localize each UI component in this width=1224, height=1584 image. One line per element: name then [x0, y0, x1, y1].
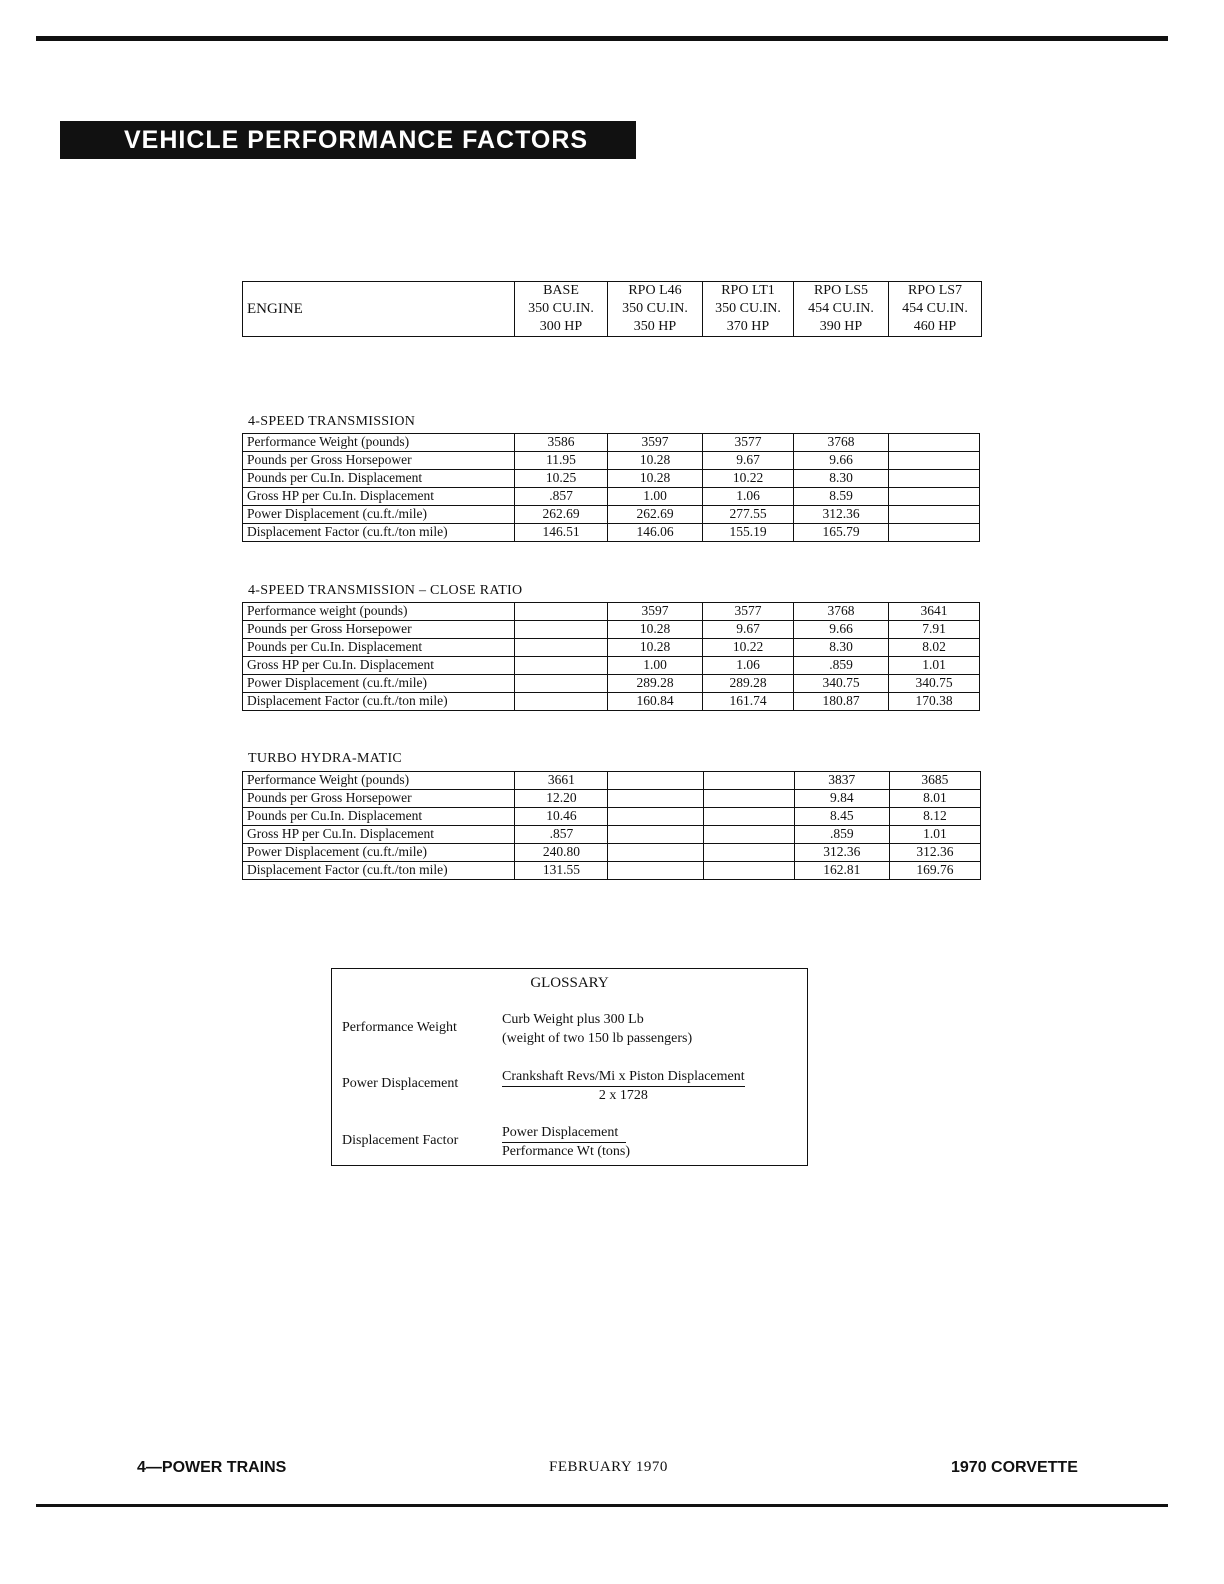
value-cell: [889, 488, 980, 506]
value-cell: 1.06: [703, 657, 794, 675]
value-cell: [703, 772, 794, 790]
engine-hp: 390 HP: [819, 319, 863, 334]
table-row: [243, 693, 980, 711]
value-cell: [608, 862, 703, 880]
section-title-4-speed: 4-SPEED TRANSMISSION: [248, 414, 416, 429]
table-row: [243, 488, 980, 506]
value-cell: [703, 844, 794, 862]
value-cell: 9.67: [703, 452, 794, 470]
engine-hp: 460 HP: [913, 319, 957, 334]
table-row: [243, 639, 980, 657]
glossary-term-power-displacement: Power Displacement: [342, 1076, 459, 1091]
value-cell: [703, 790, 794, 808]
row-label: Power Displacement (cu.ft./mile): [243, 506, 515, 524]
glossary-def-line: (weight of two 150 lb passengers): [502, 1031, 693, 1046]
engine-displacement: 350 CU.IN.: [528, 301, 594, 316]
glossary-formula-displacement-factor: [502, 1125, 630, 1160]
value-cell: [515, 621, 608, 639]
value-cell: .857: [515, 826, 608, 844]
engine-rpo: RPO LS5: [813, 283, 869, 298]
table-row: [243, 434, 980, 452]
table-row: [243, 621, 980, 639]
value-cell: 3641: [889, 603, 980, 621]
value-cell: 8.59: [794, 488, 889, 506]
page-title: VEHICLE PERFORMANCE FACTORS: [60, 121, 636, 159]
value-cell: [703, 808, 794, 826]
value-cell: 10.28: [608, 452, 703, 470]
table-row: [243, 826, 981, 844]
value-cell: 1.00: [608, 657, 703, 675]
engine-rpo: BASE: [543, 283, 579, 298]
formula-denominator: 2 x 1728: [598, 1088, 648, 1103]
value-cell: .857: [515, 488, 608, 506]
value-cell: 277.55: [703, 506, 794, 524]
engine-col-l46: [608, 282, 703, 337]
value-cell: 1.00: [608, 488, 703, 506]
footer-section: 4—POWER TRAINS: [137, 1459, 287, 1476]
value-cell: 3837: [794, 772, 889, 790]
value-cell: .859: [794, 826, 889, 844]
row-label: Gross HP per Cu.In. Displacement: [243, 826, 515, 844]
table-row: [243, 524, 980, 542]
value-cell: 10.22: [703, 639, 794, 657]
value-cell: 3577: [703, 434, 794, 452]
value-cell: 240.80: [515, 844, 608, 862]
value-cell: 162.81: [794, 862, 889, 880]
engine-table: [242, 281, 982, 337]
row-label: Displacement Factor (cu.ft./ton mile): [243, 524, 515, 542]
value-cell: [515, 657, 608, 675]
value-cell: 312.36: [794, 844, 889, 862]
value-cell: 3768: [794, 434, 889, 452]
row-label: Power Displacement (cu.ft./mile): [243, 675, 515, 693]
table-row: [243, 657, 980, 675]
value-cell: [608, 772, 703, 790]
value-cell: 10.28: [608, 639, 703, 657]
bottom-rule: [36, 1504, 1168, 1507]
value-cell: 340.75: [889, 675, 980, 693]
value-cell: 10.46: [515, 808, 608, 826]
value-cell: 165.79: [794, 524, 889, 542]
formula-numerator: Power Displacement: [502, 1125, 626, 1143]
value-cell: 8.30: [794, 639, 889, 657]
value-cell: 146.51: [515, 524, 608, 542]
value-cell: 1.01: [889, 826, 980, 844]
engine-hp: 370 HP: [726, 319, 770, 334]
value-cell: 262.69: [515, 506, 608, 524]
table-row: [243, 675, 980, 693]
value-cell: 180.87: [794, 693, 889, 711]
value-cell: 3597: [608, 603, 703, 621]
value-cell: 312.36: [794, 506, 889, 524]
row-label: Performance Weight (pounds): [243, 772, 515, 790]
engine-displacement: 454 CU.IN.: [902, 301, 968, 316]
value-cell: 146.06: [608, 524, 703, 542]
engine-displacement: 350 CU.IN.: [622, 301, 688, 316]
section-title-turbo-hydramatic: TURBO HYDRA-MATIC: [248, 751, 403, 766]
glossary-box: [331, 968, 808, 1166]
value-cell: [608, 808, 703, 826]
value-cell: 8.30: [794, 470, 889, 488]
value-cell: [515, 693, 608, 711]
glossary-def-line: Curb Weight plus 300 Lb: [502, 1012, 644, 1027]
engine-rpo: RPO L46: [628, 283, 682, 298]
value-cell: 12.20: [515, 790, 608, 808]
value-cell: 1.01: [889, 657, 980, 675]
value-cell: 161.74: [703, 693, 794, 711]
footer-date: FEBRUARY 1970: [549, 1459, 668, 1475]
engine-col-ls5: [794, 282, 889, 337]
value-cell: 7.91: [889, 621, 980, 639]
value-cell: 1.06: [703, 488, 794, 506]
row-label: Performance Weight (pounds): [243, 434, 515, 452]
value-cell: [703, 862, 794, 880]
engine-col-ls7: [889, 282, 982, 337]
value-cell: 3597: [608, 434, 703, 452]
value-cell: [889, 434, 980, 452]
value-cell: [703, 826, 794, 844]
table-close-ratio: [242, 602, 980, 711]
row-label: Displacement Factor (cu.ft./ton mile): [243, 693, 515, 711]
row-label: Gross HP per Cu.In. Displacement: [243, 657, 515, 675]
value-cell: 9.67: [703, 621, 794, 639]
value-cell: 10.28: [608, 470, 703, 488]
value-cell: [889, 470, 980, 488]
value-cell: 289.28: [608, 675, 703, 693]
value-cell: 8.12: [889, 808, 980, 826]
value-cell: 9.66: [794, 621, 889, 639]
glossary-formula-power-displacement: [502, 1069, 745, 1104]
glossary-term-performance-weight: Performance Weight: [342, 1020, 457, 1035]
value-cell: 262.69: [608, 506, 703, 524]
engine-col-lt1: [703, 282, 794, 337]
value-cell: [608, 826, 703, 844]
table-4-speed: [242, 433, 980, 542]
value-cell: 9.66: [794, 452, 889, 470]
engine-displacement: 350 CU.IN.: [715, 301, 781, 316]
table-row: [243, 808, 981, 826]
table-row: [243, 603, 980, 621]
value-cell: 340.75: [794, 675, 889, 693]
row-label: Pounds per Gross Horsepower: [243, 452, 515, 470]
value-cell: [515, 675, 608, 693]
value-cell: [515, 639, 608, 657]
table-row: [243, 452, 980, 470]
engine-col-base: [515, 282, 608, 337]
top-rule: [36, 36, 1168, 41]
value-cell: 8.45: [794, 808, 889, 826]
value-cell: 289.28: [703, 675, 794, 693]
row-label: Power Displacement (cu.ft./mile): [243, 844, 515, 862]
value-cell: .859: [794, 657, 889, 675]
table-row: [243, 772, 981, 790]
value-cell: [608, 844, 703, 862]
value-cell: 10.22: [703, 470, 794, 488]
section-title-close-ratio: 4-SPEED TRANSMISSION – CLOSE RATIO: [248, 583, 523, 598]
value-cell: 131.55: [515, 862, 608, 880]
value-cell: 9.84: [794, 790, 889, 808]
value-cell: [889, 452, 980, 470]
value-cell: 8.02: [889, 639, 980, 657]
value-cell: 10.25: [515, 470, 608, 488]
glossary-term-displacement-factor: Displacement Factor: [342, 1133, 459, 1148]
value-cell: 8.01: [889, 790, 980, 808]
engine-label: ENGINE: [243, 282, 515, 337]
value-cell: [608, 790, 703, 808]
value-cell: [515, 603, 608, 621]
row-label: Displacement Factor (cu.ft./ton mile): [243, 862, 515, 880]
formula-denominator: Performance Wt (tons): [502, 1144, 631, 1159]
table-turbo-hydramatic: [242, 771, 981, 880]
row-label: Pounds per Cu.In. Displacement: [243, 808, 515, 826]
glossary-title: GLOSSARY: [530, 975, 609, 991]
value-cell: [889, 506, 980, 524]
engine-hp: 350 HP: [633, 319, 677, 334]
engine-rpo: RPO LS7: [907, 283, 963, 298]
table-row: [243, 844, 981, 862]
row-label: Pounds per Cu.In. Displacement: [243, 470, 515, 488]
value-cell: 11.95: [515, 452, 608, 470]
value-cell: 169.76: [889, 862, 980, 880]
row-label: Gross HP per Cu.In. Displacement: [243, 488, 515, 506]
value-cell: 155.19: [703, 524, 794, 542]
row-label: Pounds per Cu.In. Displacement: [243, 639, 515, 657]
value-cell: 170.38: [889, 693, 980, 711]
engine-rpo: RPO LT1: [721, 283, 775, 298]
value-cell: [889, 524, 980, 542]
table-row: [243, 790, 981, 808]
row-label: Performance weight (pounds): [243, 603, 515, 621]
glossary-def-performance-weight: [502, 1012, 692, 1047]
value-cell: 3577: [703, 603, 794, 621]
table-row: [243, 470, 980, 488]
engine-hp: 300 HP: [539, 319, 583, 334]
value-cell: 10.28: [608, 621, 703, 639]
engine-displacement: 454 CU.IN.: [808, 301, 874, 316]
value-cell: 312.36: [889, 844, 980, 862]
row-label: Pounds per Gross Horsepower: [243, 621, 515, 639]
value-cell: 3586: [515, 434, 608, 452]
value-cell: 160.84: [608, 693, 703, 711]
value-cell: 3768: [794, 603, 889, 621]
footer-model: 1970 CORVETTE: [951, 1459, 1078, 1476]
table-row: [243, 862, 981, 880]
value-cell: 3685: [889, 772, 980, 790]
value-cell: 3661: [515, 772, 608, 790]
table-row: [243, 506, 980, 524]
row-label: Pounds per Gross Horsepower: [243, 790, 515, 808]
formula-numerator: Crankshaft Revs/Mi x Piston Displacement: [502, 1069, 745, 1087]
